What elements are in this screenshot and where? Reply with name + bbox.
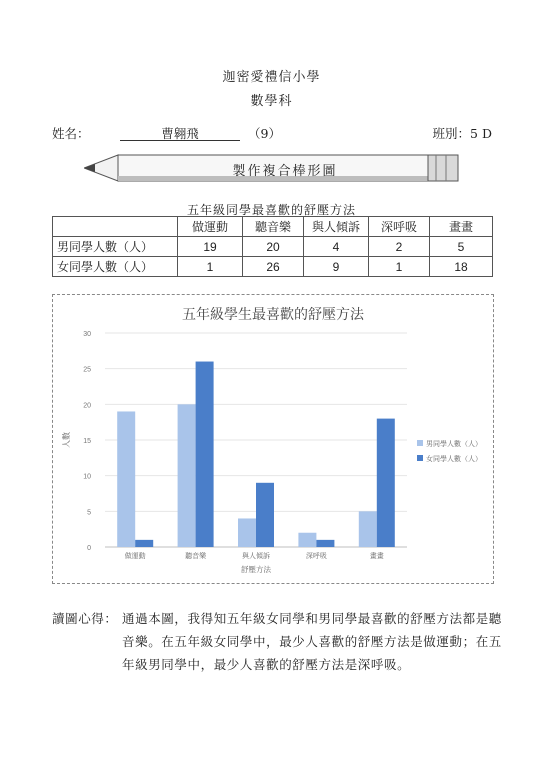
bar: [298, 533, 316, 547]
y-tick-label: 20: [83, 402, 91, 410]
bar-chart: [53, 295, 493, 583]
bar: [256, 483, 274, 547]
bar: [135, 540, 153, 547]
x-axis-label: 舒壓方法: [241, 565, 271, 574]
name-label: 姓名：: [52, 126, 90, 141]
table-cell: 26: [243, 257, 304, 277]
school-name: 迦密愛禮信小學: [222, 70, 321, 85]
legend-label: 男同學人數（人）: [426, 441, 482, 448]
bar: [178, 404, 196, 547]
table-cell: 19: [178, 237, 243, 257]
table-header-cell: 畫畫: [430, 217, 493, 237]
bar: [196, 362, 214, 547]
table-header-row: [53, 217, 493, 237]
data-table: [52, 216, 493, 277]
bar: [117, 411, 135, 547]
table-row-label: 男同學人數（人）: [53, 237, 178, 257]
legend-swatch: [417, 440, 423, 446]
table-cell: 1: [178, 257, 243, 277]
y-tick-label: 30: [83, 331, 91, 338]
table-header-cell: 深呼吸: [369, 217, 430, 237]
table-title: 五年級同學最喜歡的舒壓方法: [186, 203, 356, 217]
class-label: 班別：5 D: [432, 126, 492, 141]
reflection-label: 讀圖心得：: [52, 611, 118, 626]
table-cell: 4: [304, 237, 369, 257]
subject-name: 數學科: [250, 94, 293, 109]
legend-label: 女同學人數（人）: [426, 456, 482, 463]
chart-title: 五年級學生最喜歡的舒壓方法: [182, 306, 364, 322]
legend-swatch: [417, 455, 423, 461]
chart-container: [52, 294, 494, 584]
bar: [316, 540, 334, 547]
x-tick-label: 做運動: [124, 553, 146, 560]
reflection-text: 通過本圖，我得知五年級女同學和男同學最喜歡的舒壓方法都是聽音樂。在五年級女同學中，最少人喜歡的舒壓方法是做運動；在五年級男同學中，最少人喜歡的舒壓方法是深呼吸。: [122, 611, 502, 672]
table-cell: 20: [243, 237, 304, 257]
bar: [359, 511, 377, 547]
y-tick-label: 5: [87, 509, 91, 517]
table-cell: 9: [304, 257, 369, 277]
table-cell: 18: [430, 257, 493, 277]
table-cell: 2: [369, 237, 430, 257]
table-corner-cell: [53, 217, 178, 237]
activity-title: 製作複合棒形圖: [232, 164, 338, 179]
table-row: [53, 237, 493, 257]
x-tick-label: 畫畫: [369, 553, 384, 560]
table-header-cell: 聽音樂: [243, 217, 304, 237]
bar: [377, 419, 395, 547]
table-cell: 1: [369, 257, 430, 277]
table-row-label: 女同學人數（人）: [53, 257, 178, 277]
student-number: （9）: [248, 126, 281, 141]
y-tick-label: 25: [83, 366, 91, 374]
bar: [238, 518, 256, 547]
x-tick-label: 與人傾訴: [242, 553, 270, 560]
student-name: 曹翱飛: [120, 124, 240, 141]
y-tick-label: 0: [87, 545, 91, 552]
y-axis-label: 人數: [62, 432, 71, 448]
table-cell: 5: [430, 237, 493, 257]
y-tick-label: 10: [83, 473, 91, 481]
table-header-cell: 與人傾訴: [304, 217, 369, 237]
table-row: [53, 257, 493, 277]
x-tick-label: 深呼吸: [305, 553, 327, 560]
table-header-cell: 做運動: [178, 217, 243, 237]
x-tick-label: 聽音樂: [185, 553, 207, 560]
y-tick-label: 15: [83, 438, 91, 445]
